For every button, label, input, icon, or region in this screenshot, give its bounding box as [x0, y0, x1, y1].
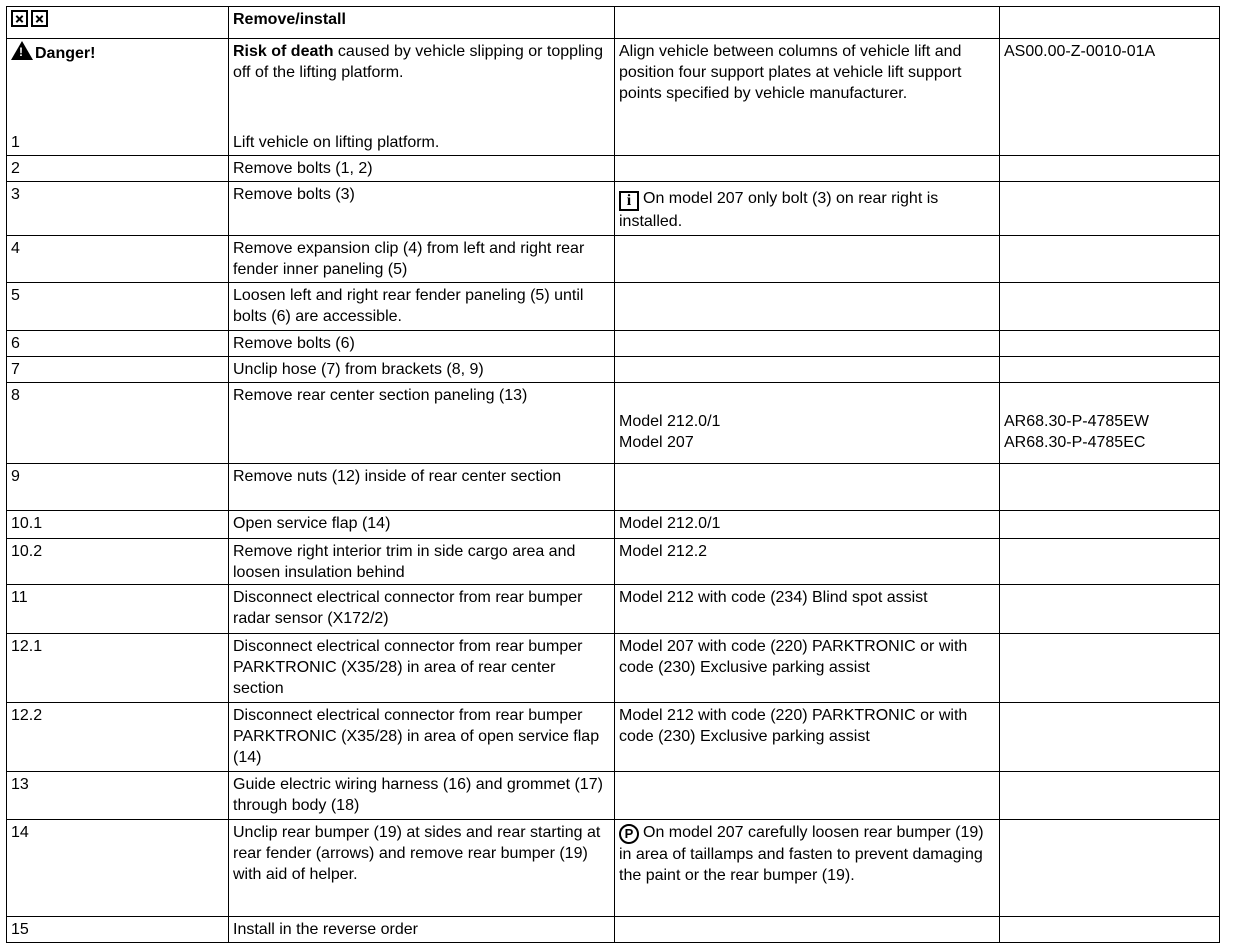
table-row: 9 Remove nuts (12) inside of rear center section — [7, 464, 1220, 511]
step-number: 1 — [11, 134, 20, 151]
table-row: 5 Loosen left and right rear fender paneling (5) until bolts (6) are accessible. — [7, 283, 1220, 331]
environment-note-icon: P — [619, 824, 639, 844]
header-title: Remove/install — [229, 7, 615, 39]
table-row: 11 Disconnect electrical connector from rear bumper radar sensor (X172/2) Model 212 with code (234) Blind spot assist — [7, 585, 1220, 634]
environment-note: On model 207 carefully loosen rear bumper (19) in area of taillamps and fasten to prevent damaging the paint or the rear bumper (19). — [619, 824, 984, 884]
info-icon: i — [619, 191, 639, 211]
table-row: 14 Unclip rear bumper (19) at sides and rear starting at rear fender (arrows) and remove rear bumper (19) with aid of helper. P On model 207 carefully loosen rear bumper (19) in area of taillamps and fasten to prevent damaging the paint or the rear bumper (19). — [7, 820, 1220, 917]
risk-label: Risk of death — [233, 43, 334, 60]
expand-arrows-icon — [11, 10, 28, 27]
danger-row — [7, 39, 1220, 156]
lift-instruction: Lift vehicle on lifting platform. — [233, 134, 440, 151]
table-row: 4 Remove expansion clip (4) from left and right rear fender inner paneling (5) — [7, 236, 1220, 283]
reference-code: AR68.30-P-4785EC — [1004, 434, 1146, 451]
danger-reference: AS00.00-Z-0010-01A — [1000, 39, 1220, 156]
procedure-table — [6, 6, 1220, 943]
table-row: 12.2 Disconnect electrical connector from rear bumper PARKTRONIC (X35/28) in area of open service flap (14) Model 212 with code (220) PARKTRONIC or with code (230) Exclusive parking assist — [7, 703, 1220, 772]
table-row: 3 Remove bolts (3) i On model 207 only bolt (3) on rear right is installed. — [7, 182, 1220, 236]
table-row: 12.1 Disconnect electrical connector from rear bumper PARKTRONIC (X35/28) in area of rear center section Model 207 with code (220) PARKTRONIC or with code (230) Exclusive parking assist — [7, 634, 1220, 703]
info-note: On model 207 only bolt (3) on rear right is installed. — [619, 190, 939, 230]
danger-note: Align vehicle between columns of vehicle lift and position four support plates at vehicle lift support points specified by vehicle manufacturer. — [615, 39, 1000, 156]
header-icons-cell — [7, 7, 229, 39]
expand-arrows-icon — [31, 10, 48, 27]
table-row: 6 Remove bolts (6) — [7, 331, 1220, 357]
table-row: 13 Guide electric wiring harness (16) and grommet (17) through body (18) — [7, 772, 1220, 820]
reference-code: AR68.30-P-4785EW — [1004, 413, 1149, 430]
table-row: 7 Unclip hose (7) from brackets (8, 9) — [7, 357, 1220, 383]
warning-triangle-icon — [11, 41, 33, 60]
table-row: 10.1 Open service flap (14) Model 212.0/1 — [7, 511, 1220, 539]
table-row: 2 Remove bolts (1, 2) — [7, 156, 1220, 182]
table-row: 8 Remove rear center section paneling (13) Model 212.0/1 Model 207 AR68.30-P-4785EW AR68.30-P-4785EC — [7, 383, 1220, 464]
danger-text-cell: Risk of death caused by vehicle slipping or toppling off of the lifting platform. Lift vehicle on lifting platform. — [229, 39, 615, 156]
table-row: 15 Install in the reverse order — [7, 917, 1220, 943]
header-row — [7, 7, 1220, 39]
danger-cell — [7, 39, 229, 156]
danger-label: !Danger! — [11, 41, 224, 64]
table-row: 10.2 Remove right interior trim in side cargo area and loosen insulation behind Model 212.2 — [7, 539, 1220, 585]
